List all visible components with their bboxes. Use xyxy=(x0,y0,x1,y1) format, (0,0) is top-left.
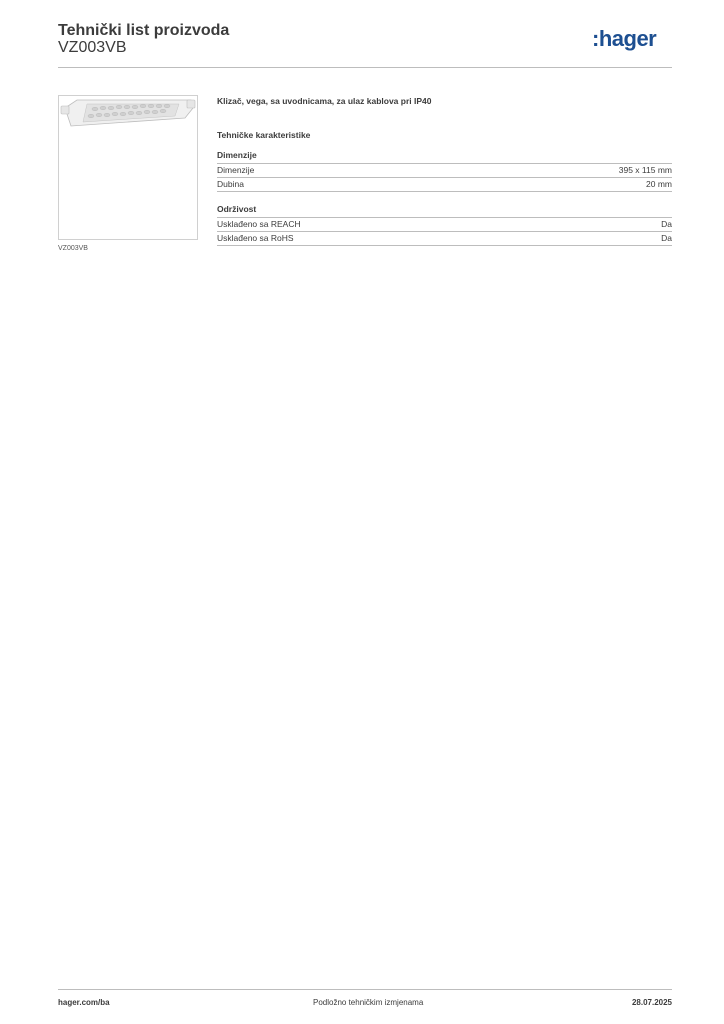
product-description: Klizač, vega, sa uvodnicama, za ulaz kablova pri IP40 xyxy=(217,96,432,106)
image-caption: VZ003VB xyxy=(58,245,88,252)
footer-notice: Podložno tehničkim izmjenama xyxy=(313,998,424,1007)
spec-label: Dubina xyxy=(217,179,244,189)
spec-value: Da xyxy=(661,219,672,229)
product-image xyxy=(58,95,198,240)
document-title: Tehnički list proizvoda xyxy=(58,22,230,39)
spec-group-dimensions xyxy=(217,150,672,192)
spec-row xyxy=(217,178,672,192)
product-illustration xyxy=(59,96,197,239)
spec-value: 20 mm xyxy=(646,179,672,189)
spec-group-title: Održivost xyxy=(217,204,672,218)
spec-value: Da xyxy=(661,233,672,243)
spec-label: Usklađeno sa RoHS xyxy=(217,233,294,243)
section-title: Tehničke karakteristike xyxy=(217,130,311,140)
page-header xyxy=(58,20,672,68)
spec-value: 395 x 115 mm xyxy=(618,165,672,175)
spec-row xyxy=(217,232,672,246)
spec-label: Dimenzije xyxy=(217,165,255,175)
spec-row xyxy=(217,164,672,178)
footer-date: 28.07.2025 xyxy=(631,998,672,1007)
header-divider xyxy=(58,67,672,68)
footer-divider xyxy=(58,989,672,990)
product-code: VZ003VB xyxy=(58,39,127,56)
spec-group-title: Dimenzije xyxy=(217,150,672,164)
hager-logo-text: :hager xyxy=(592,26,657,51)
spec-label: Usklađeno sa REACH xyxy=(217,219,301,229)
spec-content xyxy=(217,96,672,258)
footer-website-link[interactable]: hager.com/ba xyxy=(58,998,110,1007)
spec-group-sustainability xyxy=(217,204,672,246)
hager-logo xyxy=(592,26,672,52)
spec-row xyxy=(217,218,672,232)
